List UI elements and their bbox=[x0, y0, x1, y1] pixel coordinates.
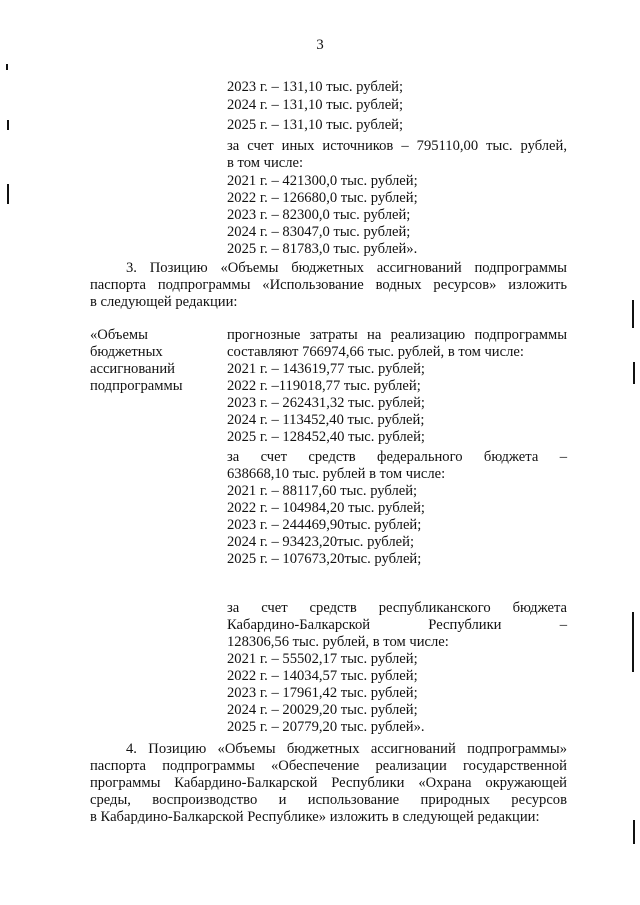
text-line: прогнозные затраты на реализацию подпрограммы bbox=[227, 327, 567, 343]
text-line: 2021 г. – 421300,0 тыс. рублей; bbox=[227, 173, 418, 189]
text-line: 2024 г. – 20029,20 тыс. рублей; bbox=[227, 702, 418, 718]
text-line: 2021 г. – 88117,60 тыс. рублей; bbox=[227, 483, 418, 499]
text-line: ассигнований bbox=[90, 361, 175, 377]
text-line: за счет иных источников – 795110,00 тыс. рублей, bbox=[227, 138, 567, 154]
scan-mark bbox=[632, 612, 634, 672]
text-line: среды, воспроизводство и использование природных ресурсов bbox=[90, 792, 567, 808]
text-line: бюджетных bbox=[90, 344, 163, 360]
text-line: 2024 г. – 93423,20тыс. рублей; bbox=[227, 534, 414, 550]
text-line: 2025 г. – 128452,40 тыс. рублей; bbox=[227, 429, 425, 445]
text-line: составляют 766974,66 тыс. рублей, в том числе: bbox=[227, 344, 524, 360]
text-line: 2025 г. – 107673,20тыс. рублей; bbox=[227, 551, 422, 567]
text-line: 2022 г. – 126680,0 тыс. рублей; bbox=[227, 190, 418, 206]
text-line: за счет средств федерального бюджета – bbox=[227, 449, 567, 465]
text-line: в Кабардино-Балкарской Республике» изложить в следующей редакции: bbox=[90, 809, 540, 825]
text-line: 2023 г. – 244469,90тыс. рублей; bbox=[227, 517, 422, 533]
text-line: 2023 г. – 82300,0 тыс. рублей; bbox=[227, 207, 411, 223]
text-line: 2024 г. – 131,10 тыс. рублей; bbox=[227, 97, 404, 113]
text-line: паспорта подпрограммы «Обеспечение реализации государственной bbox=[90, 758, 567, 774]
scan-mark bbox=[7, 184, 9, 204]
text-line: 2024 г. – 113452,40 тыс. рублей; bbox=[227, 412, 425, 428]
text-line: 4. Позицию «Объемы бюджетных ассигнований подпрограммы» bbox=[126, 741, 567, 757]
text-line: 2022 г. – 104984,20 тыс. рублей; bbox=[227, 500, 425, 516]
scan-mark bbox=[633, 820, 635, 844]
text-line: 2023 г. – 17961,42 тыс. рублей; bbox=[227, 685, 418, 701]
text-line: за счет средств республиканского бюджета bbox=[227, 600, 567, 616]
text-line: 2021 г. – 143619,77 тыс. рублей; bbox=[227, 361, 425, 377]
text-line: подпрограммы bbox=[90, 378, 183, 394]
text-line: Кабардино-Балкарской Республики – bbox=[227, 617, 567, 633]
text-line: 638668,10 тыс. рублей в том числе: bbox=[227, 466, 446, 482]
scan-mark bbox=[7, 120, 9, 130]
text-line: в том числе: bbox=[227, 155, 304, 171]
text-line: в следующей редакции: bbox=[90, 294, 238, 310]
text-line: 2025 г. – 131,10 тыс. рублей; bbox=[227, 117, 404, 133]
text-line: 2021 г. – 55502,17 тыс. рублей; bbox=[227, 651, 418, 667]
text-line: 128306,56 тыс. рублей, в том числе: bbox=[227, 634, 449, 650]
text-line: 2024 г. – 83047,0 тыс. рублей; bbox=[227, 224, 411, 240]
text-line: 2023 г. – 131,10 тыс. рублей; bbox=[227, 79, 404, 95]
text-line: паспорта подпрограммы «Использование водных ресурсов» изложить bbox=[90, 277, 567, 293]
text-line: 2022 г. – 14034,57 тыс. рублей; bbox=[227, 668, 418, 684]
page-number: 3 bbox=[316, 37, 324, 53]
text-line: «Объемы bbox=[90, 327, 148, 343]
scan-mark bbox=[633, 362, 635, 384]
text-line: 2023 г. – 262431,32 тыс. рублей; bbox=[227, 395, 425, 411]
scan-mark bbox=[6, 64, 8, 70]
text-line: 3. Позицию «Объемы бюджетных ассигнований подпрограммы bbox=[126, 260, 567, 276]
scan-mark bbox=[632, 300, 634, 328]
text-line: 2025 г. – 20779,20 тыс. рублей». bbox=[227, 719, 425, 735]
text-line: программы Кабардино-Балкарской Республики «Охрана окружающей bbox=[90, 775, 567, 791]
text-line: 2022 г. –119018,77 тыс. рублей; bbox=[227, 378, 421, 394]
text-line: 2025 г. – 81783,0 тыс. рублей». bbox=[227, 241, 418, 257]
